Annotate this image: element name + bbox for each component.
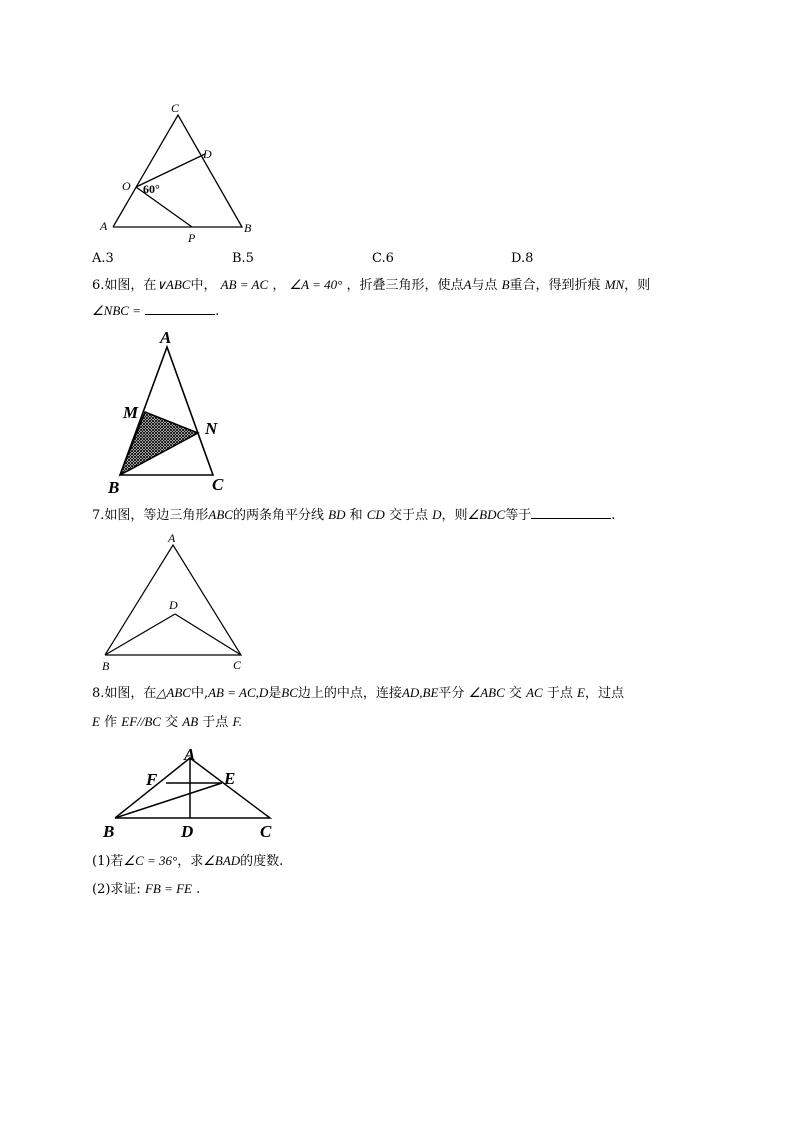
q8-label-d: D [181,822,194,841]
q8-label-b: B [103,822,115,841]
q6-line2: ∠NBC = . [92,303,220,319]
q7-figure [95,530,255,675]
q5-label-o: O [122,179,131,193]
q6-label-b: B [108,478,120,497]
q7-label-a: A [168,531,176,545]
q5-option-d: D.8 [511,251,534,266]
q6-label-m: M [123,403,139,422]
q6-label-c: C [212,475,224,494]
q5-option-b: B.5 [232,251,254,266]
q5-label-p: P [188,231,196,245]
q6-line1: 6.如图，在∨ABC中， AB = AC ， ∠A = 40° ，折叠三角形，使点A与点 B重合，得到折痕 MN，则 [92,277,651,293]
q7-label-d: D [169,598,178,612]
q7-answer-blank[interactable] [531,506,611,519]
q5-label-d: D [203,147,212,161]
q7-label-b: B [102,659,110,673]
q5-option-a: A.3 [92,251,114,266]
q5-label-c: C [171,101,180,115]
q8-line1: 8.如图，在△ABC中,AB = AC,D是BC边上的中点，连接AD,BE平分 ∠ABC 交 AC 于点 E，过点 [92,685,624,701]
q8-label-c: C [260,822,272,841]
q8-label-a: A [184,745,196,764]
q5-option-c: C.6 [372,251,394,266]
q6-label-a: A [160,328,172,347]
q8-label-e: E [224,769,236,788]
q7-label-c: C [233,658,242,672]
q8-sub1: (1)若∠C = 36°，求∠BAD的度数. [92,853,284,869]
q5-figure [95,100,265,245]
q8-label-f: F [146,770,158,789]
q6-label-n: N [205,419,218,438]
q8-figure [100,745,285,840]
q8-sub2: (2)求证: FB = FE . [92,881,201,897]
q6-figure [105,325,235,500]
q5-label-b: B [244,221,252,235]
q7-line: 7.如图，等边三角形ABC的两条角平分线 BD 和 CD 交于点 D，则∠BDC等于 . [92,507,616,523]
q5-label-a: A [100,219,108,233]
q5-angle-label: 60° [143,182,160,196]
q6-answer-blank[interactable] [145,302,215,315]
q8-line2: E 作 EF//BC 交 AB 于点 F. [92,714,242,730]
